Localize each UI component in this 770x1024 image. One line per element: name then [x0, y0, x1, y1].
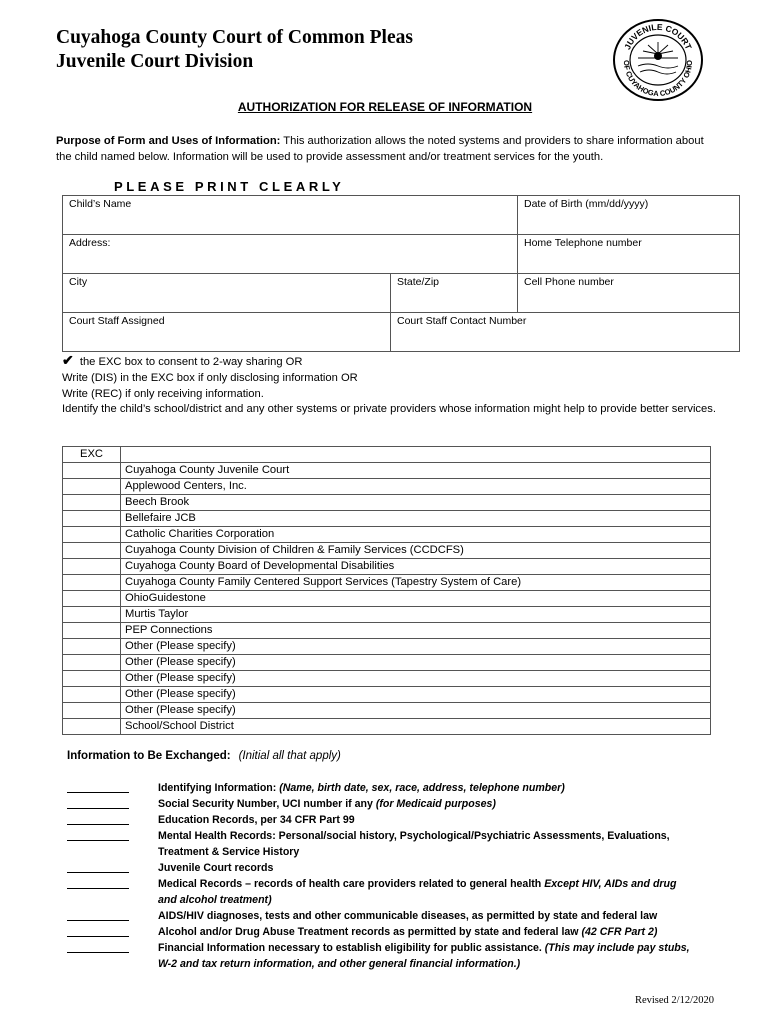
- info-exchanged-title: Information to Be Exchanged:: [67, 750, 231, 762]
- provider-name: Murtis Taylor: [121, 607, 711, 623]
- exc-checkbox-cell[interactable]: [63, 623, 121, 639]
- info-exchange-item: [67, 876, 707, 908]
- court-staff-field[interactable]: [63, 313, 391, 352]
- provider-row: [63, 607, 711, 623]
- info-exchanged-subtitle: (Initial all that apply): [238, 750, 341, 762]
- info-exchange-text: (42 CFR Part 2): [581, 926, 658, 938]
- info-exchange-text: (for Medicaid purposes): [375, 798, 496, 810]
- provider-row: [63, 463, 711, 479]
- exc-checkbox-cell[interactable]: [63, 591, 121, 607]
- city-field[interactable]: [63, 274, 391, 313]
- provider-name: Other (Please specify): [121, 671, 711, 687]
- info-exchange-text: AIDS/HIV diagnoses, tests and other communicable diseases, as permitted by state and federal law: [158, 910, 658, 922]
- provider-row: [63, 719, 711, 735]
- childs-name-label: Child’s Name: [69, 198, 132, 210]
- city-label: City: [69, 276, 88, 288]
- info-exchange-line: [158, 892, 707, 908]
- exc-checkbox-cell[interactable]: [63, 479, 121, 495]
- info-exchange-item: [67, 828, 707, 860]
- provider-name: Cuyahoga County Division of Children & Family Services (CCDCFS): [121, 543, 711, 559]
- exc-checkbox-cell[interactable]: [63, 639, 121, 655]
- info-exchange-text: Juvenile Court records: [158, 862, 274, 874]
- dob-field[interactable]: [518, 196, 740, 235]
- checkmark-icon: ✔: [62, 352, 74, 368]
- exc-checkbox-cell[interactable]: [63, 655, 121, 671]
- court-seal-logo: [612, 18, 704, 102]
- child-info-table: [62, 195, 740, 352]
- instruction-line-2: Write (DIS) in the EXC box if only disclosing information OR: [62, 371, 358, 384]
- exc-checkbox-cell[interactable]: [63, 559, 121, 575]
- provider-name: Cuyahoga County Juvenile Court: [121, 463, 711, 479]
- initial-blank[interactable]: [67, 940, 129, 953]
- info-exchange-line: [158, 796, 707, 812]
- provider-row: [63, 543, 711, 559]
- court-staff-contact-field[interactable]: [391, 313, 740, 352]
- info-exchange-text: W-2 and tax return information, and other general financial information.): [158, 958, 521, 970]
- purpose-paragraph: [56, 133, 716, 165]
- exc-checkbox-cell[interactable]: [63, 575, 121, 591]
- instruction-line-4: Identify the child’s school/district and any other systems or private providers whose information might help to provide better services.: [62, 403, 716, 416]
- svg-text:JUVENILE COURT: JUVENILE COURT: [622, 21, 694, 52]
- provider-name: PEP Connections: [121, 623, 711, 639]
- exc-checkbox-cell[interactable]: [63, 495, 121, 511]
- form-title: AUTHORIZATION FOR RELEASE OF INFORMATION: [237, 100, 533, 114]
- info-exchange-text: Social Security Number, UCI number if any: [158, 798, 376, 810]
- provider-row: [63, 575, 711, 591]
- address-label: Address:: [69, 237, 111, 249]
- info-exchange-text: (Name, birth date, sex, race, address, telephone number): [279, 782, 565, 794]
- exc-checkbox-cell[interactable]: [63, 463, 121, 479]
- info-exchange-item: [67, 780, 707, 796]
- purpose-label: Purpose of Form and Uses of Information:: [56, 135, 281, 147]
- exc-checkbox-cell[interactable]: [63, 511, 121, 527]
- exc-checkbox-cell[interactable]: [63, 719, 121, 735]
- court-name-line1: Cuyahoga County Court of Common Pleas: [56, 27, 413, 48]
- info-exchange-item: [67, 860, 707, 876]
- provider-row: [63, 687, 711, 703]
- court-name-line2: Juvenile Court Division: [56, 51, 254, 72]
- instruction-line-1: the EXC box to consent to 2-way sharing OR: [76, 356, 303, 368]
- info-exchange-line: [158, 812, 707, 828]
- initial-blank[interactable]: [67, 796, 129, 809]
- info-exchange-item: [67, 908, 707, 924]
- initial-blank[interactable]: [67, 908, 129, 921]
- info-exchange-item: [67, 924, 707, 940]
- provider-name: School/School District: [121, 719, 711, 735]
- info-exchange-line: [158, 844, 707, 860]
- provider-row: [63, 511, 711, 527]
- provider-header-cell: [121, 447, 711, 463]
- exc-checkbox-cell[interactable]: [63, 703, 121, 719]
- provider-name: Other (Please specify): [121, 639, 711, 655]
- provider-name: Bellefaire JCB: [121, 511, 711, 527]
- state-zip-field[interactable]: [391, 274, 518, 313]
- provider-row: [63, 703, 711, 719]
- exc-provider-table: [62, 446, 711, 735]
- provider-name: Beech Brook: [121, 495, 711, 511]
- home-phone-field[interactable]: [518, 235, 740, 274]
- exc-column-header: EXC: [63, 447, 121, 463]
- print-clearly-heading: PLEASE PRINT CLEARLY: [114, 179, 345, 194]
- exc-checkbox-cell[interactable]: [63, 671, 121, 687]
- info-exchange-line: [158, 780, 707, 796]
- provider-row: [63, 639, 711, 655]
- info-exchange-text: Except HIV, AIDs and drug: [544, 878, 677, 890]
- info-exchange-line: [158, 876, 707, 892]
- revised-date: Revised 2/12/2020: [634, 995, 714, 1006]
- initial-blank[interactable]: [67, 812, 129, 825]
- info-exchange-text: Mental Health Records: Personal/social history, Psychological/Psychiatric Assessments, Evaluations,: [158, 830, 670, 842]
- initial-blank[interactable]: [67, 876, 129, 889]
- home-phone-label: Home Telephone number: [524, 237, 642, 249]
- provider-name: Other (Please specify): [121, 655, 711, 671]
- provider-name: Other (Please specify): [121, 687, 711, 703]
- exc-checkbox-cell[interactable]: [63, 543, 121, 559]
- info-exchange-item: [67, 940, 707, 972]
- info-exchange-text: Identifying Information:: [158, 782, 280, 794]
- provider-row: [63, 591, 711, 607]
- cell-phone-label: Cell Phone number: [524, 276, 614, 288]
- cell-phone-field[interactable]: [518, 274, 740, 313]
- court-staff-label: Court Staff Assigned: [69, 315, 165, 327]
- exc-checkbox-cell[interactable]: [63, 607, 121, 623]
- info-exchange-text: (This may include pay stubs,: [544, 942, 690, 954]
- initial-blank[interactable]: [67, 780, 129, 793]
- dob-label: Date of Birth (mm/dd/yyyy): [524, 198, 649, 210]
- provider-name: Catholic Charities Corporation: [121, 527, 711, 543]
- address-field[interactable]: [63, 235, 518, 274]
- info-exchange-text: Medical Records – records of health care providers related to general health: [158, 878, 545, 890]
- exc-checkbox-cell[interactable]: [63, 527, 121, 543]
- provider-name: Cuyahoga County Family Centered Support Services (Tapestry System of Care): [121, 575, 711, 591]
- info-exchange-line: [158, 908, 707, 924]
- info-exchange-line: [158, 828, 707, 844]
- info-exchange-text: Education Records, per 34 CFR Part 99: [158, 814, 355, 826]
- info-exchanged-heading: [67, 750, 341, 762]
- info-exchange-line: [158, 860, 707, 876]
- provider-name: OhioGuidestone: [121, 591, 711, 607]
- provider-name: Cuyahoga County Board of Developmental Disabilities: [121, 559, 711, 575]
- provider-row: [63, 479, 711, 495]
- info-exchange-text: Financial Information necessary to establish eligibility for public assistance.: [158, 942, 545, 954]
- info-exchange-item: [67, 812, 707, 828]
- info-exchange-line: [158, 956, 707, 972]
- info-exchanged-list: [67, 780, 707, 972]
- court-title: [56, 26, 496, 74]
- provider-row: [63, 527, 711, 543]
- initial-blank[interactable]: [67, 860, 129, 873]
- provider-row: [63, 655, 711, 671]
- provider-row: [63, 671, 711, 687]
- instruction-line-3: Write (REC) if only receiving information.: [62, 387, 264, 400]
- svg-text:OF CUYAHOGA COUNTY OHIO: OF CUYAHOGA COUNTY OHIO: [621, 59, 695, 99]
- court-staff-contact-label: Court Staff Contact Number: [397, 315, 527, 327]
- info-exchange-line: [158, 940, 707, 956]
- state-zip-label: State/Zip: [397, 276, 440, 288]
- purpose-text: This authorization allows the noted systems and providers to share information about the child named below. Information will be used to provide assessment and/or treatment services for the youth.: [56, 135, 704, 163]
- info-exchange-item: [67, 796, 707, 812]
- initial-blank[interactable]: [67, 828, 129, 841]
- exc-instructions: [62, 353, 722, 418]
- info-exchange-text: and alcohol treatment): [158, 894, 272, 906]
- info-exchange-line: [158, 924, 707, 940]
- provider-row: [63, 559, 711, 575]
- childs-name-field[interactable]: [63, 196, 518, 235]
- provider-row: [63, 495, 711, 511]
- info-exchange-text: Treatment & Service History: [158, 846, 300, 858]
- provider-row: [63, 623, 711, 639]
- provider-name: Other (Please specify): [121, 703, 711, 719]
- info-exchange-text: Alcohol and/or Drug Abuse Treatment records as permitted by state and federal law: [158, 926, 582, 938]
- exc-checkbox-cell[interactable]: [63, 687, 121, 703]
- provider-name: Applewood Centers, Inc.: [121, 479, 711, 495]
- initial-blank[interactable]: [67, 924, 129, 937]
